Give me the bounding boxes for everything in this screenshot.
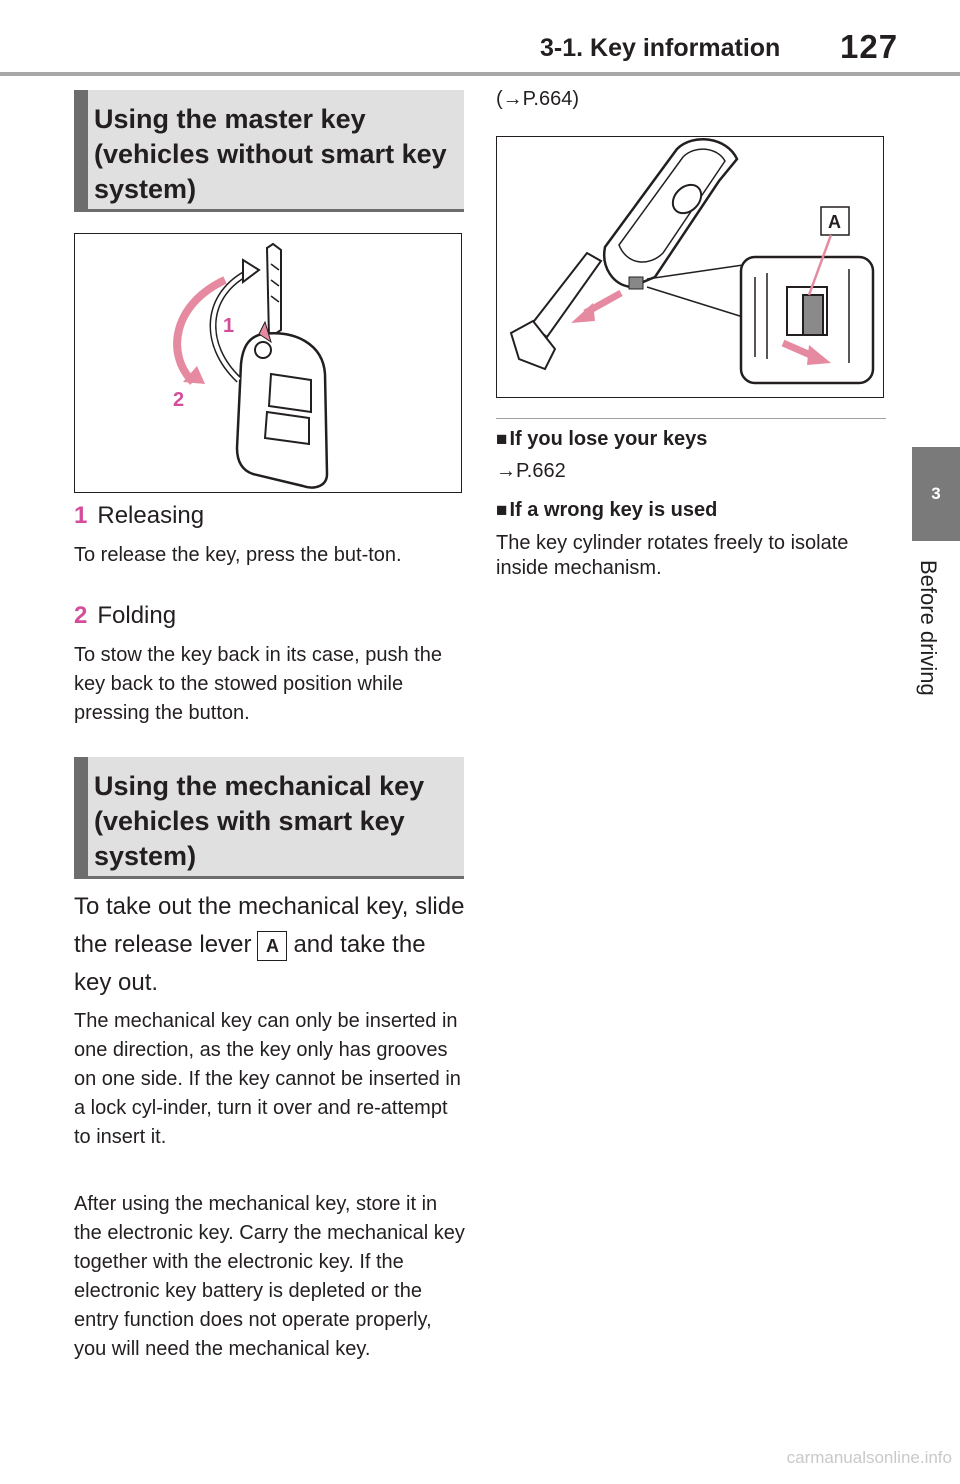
page-reference-662[interactable]: →P.662 [496,460,566,482]
step-number-2: 2 [74,602,88,629]
key-fob-button-lower [265,412,309,444]
smart-key-illustration [497,137,882,396]
rotate-arrow-1-head [243,260,259,282]
callout-a-label: A [828,212,841,232]
mechanical-key-intro [74,888,466,1002]
section-heading-mechanical-key: Using the mechanical key (vehicles with smart key system) [74,757,464,879]
release-lever-small [629,277,643,289]
key-blade [267,244,281,338]
square-bullet-icon: ■ [496,429,508,450]
figure-divider [496,418,886,419]
chapter-tab[interactable]: 3 [912,447,960,541]
figure-flip-key [74,233,462,493]
flip-key-illustration [75,234,460,491]
step-releasing [74,502,204,530]
header-divider [0,72,960,76]
intro-text-after: and take the key out. [74,931,426,996]
note-wrong-key-heading [496,499,717,522]
rotate-arrow-2 [177,280,225,382]
figure-label-1: 1 [223,315,235,337]
running-header-title: 3-1. Key information [540,34,781,62]
step-releasing-desc: To release the key, press the but-ton. [74,544,402,566]
step-folding-desc: To stow the key back in its case, push the key back to the stowed position while pressing the button. [74,644,442,724]
zoom-line-lower [647,287,743,317]
chapter-label [898,560,958,730]
step-number-1: 1 [74,502,88,529]
release-lever [803,295,823,335]
key-fob-button-upper [269,374,311,412]
step-label-releasing: Releasing [97,502,205,529]
mechanical-key-para1: The mechanical key can only be inserted in one direction, as the key only has grooves on one side. If the key cannot be inserted in a lock cyl-inder, turn it over and re-attempt to insert it. [74,1010,461,1148]
step-label-folding: Folding [97,602,177,629]
mechanical-key-para2: After using the mechanical key, store it in the electronic key. Carry the mechanical key together with the electronic key. If the electronic key battery is depleted or the entry function does not operate properly, you will need the mechanical key. [74,1193,465,1360]
intro-text-before: To take out the mechanical key, slide the release lever [74,893,465,958]
mechanical-key-blade [531,253,601,337]
chapter-label-text: Before driving [916,560,941,696]
key-fob-body [237,333,327,487]
watermark: carmanualsonline.info [786,1448,952,1467]
page-number: 127 [840,28,899,65]
note-lost-keys-heading [496,428,707,451]
release-button [255,342,271,358]
page-reference-664[interactable]: (→P.664) [496,88,580,110]
step-folding [74,602,176,630]
note-wrong-key-title: If a wrong key is used [509,499,718,521]
pull-arrow-head [571,303,595,323]
section-heading-master-key: Using the master key (vehicles without smart key system) [74,90,464,212]
callout-box-a: A [257,931,287,961]
figure-smart-key [496,136,884,398]
note-wrong-key-text: The key cylinder rotates freely to isolate inside mechanism. [496,532,849,579]
figure-label-2: 2 [173,389,185,411]
note-lost-keys-title: If you lose your keys [509,428,708,450]
square-bullet-icon: ■ [496,500,508,521]
